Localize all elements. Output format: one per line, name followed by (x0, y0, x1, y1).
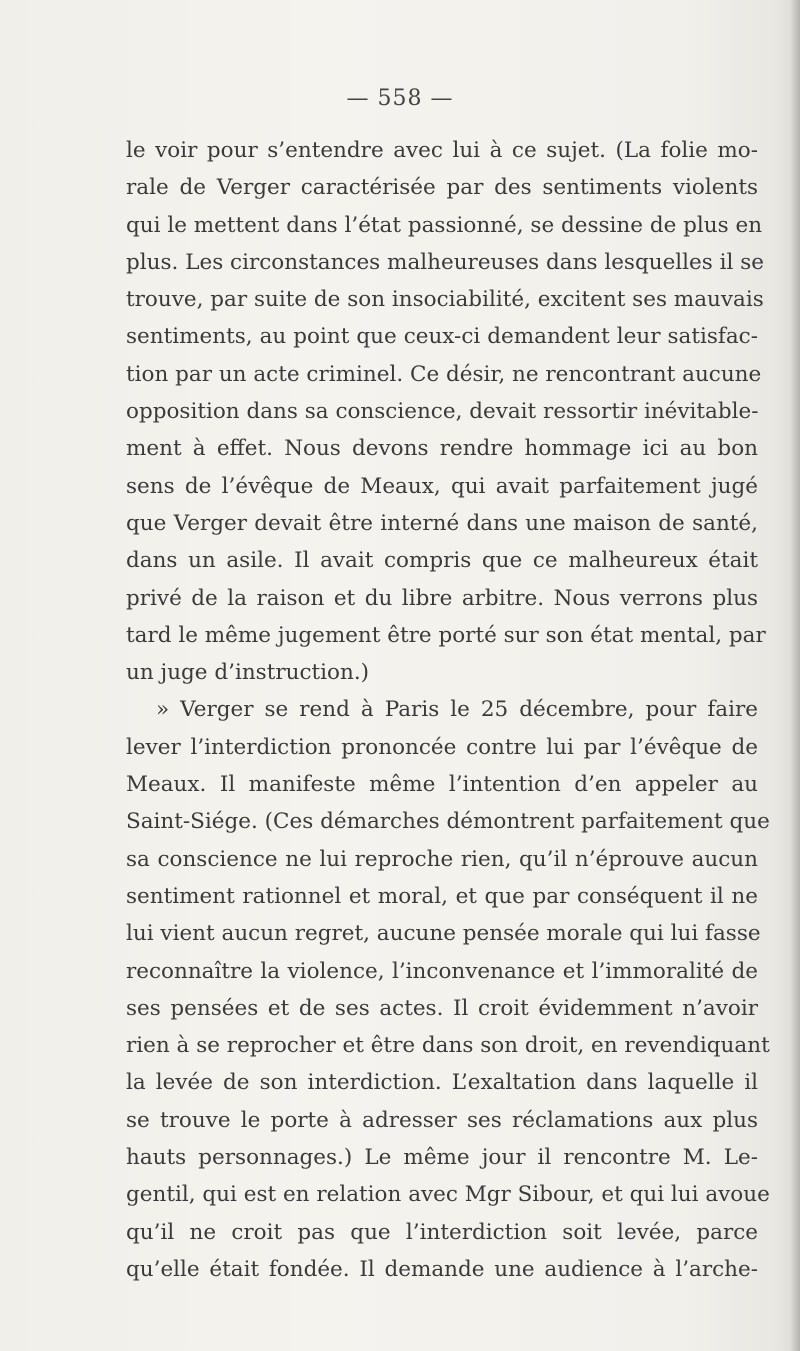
text-line: Saint-Siége. (Ces démarches démontrent parfaitement que (126, 809, 770, 835)
text-line: gentil, qui est en relation avec Mgr Sibour, et qui lui avoue (126, 1182, 770, 1208)
text-line: que Verger devait être interné dans une maison de santé, (126, 510, 758, 536)
text-line: qu’il ne croit pas que l’interdiction soit levée, parce (126, 1219, 758, 1245)
text-line: ment à effet. Nous devons rendre hommage ici au bon (126, 436, 758, 462)
page-edge-shadow (790, 0, 800, 1351)
text-line: sens de l’évêque de Meaux, qui avait parfaitement jugé (126, 473, 758, 499)
text-line: lui vient aucun regret, aucune pensée morale qui lui fasse (126, 921, 761, 947)
body-text (126, 132, 770, 1288)
text-line: rien à se reprocher et être dans son droit, en revendiquant (126, 1033, 770, 1059)
text-line: privé de la raison et du libre arbitre. Nous verrons plus (126, 585, 758, 611)
text-line: lever l’interdiction prononcée contre lui par l’évêque de (126, 734, 758, 760)
text-line: rale de Verger caractérisée par des sentiments violents (126, 175, 758, 201)
text-line: un juge d’instruction.) (126, 660, 370, 686)
text-line: trouve, par suite de son insociabilité, excitent ses mauvais (126, 287, 764, 313)
page-number: — 558 — (346, 86, 454, 111)
text-line: la levée de son interdiction. L’exaltation dans laquelle il (126, 1070, 758, 1096)
text-line: qui le mettent dans l’état passionné, se dessine de plus en (126, 212, 763, 238)
text-line: le voir pour s’entendre avec lui à ce sujet. (La folie mo- (126, 138, 758, 163)
text-line: reconnaître la violence, l’inconvenance et l’immoralité de (126, 958, 758, 984)
text-line: sentiment rationnel et moral, et que par conséquent il ne (126, 883, 758, 909)
text-line: sa conscience ne lui reproche rien, qu’il n’éprouve aucun (126, 846, 758, 872)
text-line: tard le même jugement être porté sur son état mental, par (126, 622, 766, 648)
text-line: » Verger se rend à Paris le 25 décembre, pour faire (156, 697, 758, 723)
text-line: sentiments, au point que ceux-ci demandent leur satisfac- (126, 324, 758, 350)
text-line: se trouve le porte à adresser ses réclamations aux plus (126, 1107, 758, 1133)
text-line: qu’elle était fondée. Il demande une audience à l’arche- (126, 1256, 758, 1282)
text-line: hauts personnages.) Le même jour il rencontre M. Le- (126, 1145, 758, 1171)
text-line: ses pensées et de ses actes. Il croit évidemment n’avoir (126, 995, 758, 1021)
text-line: tion par un acte criminel. Ce désir, ne rencontrant aucune (126, 361, 762, 387)
text-line: dans un asile. Il avait compris que ce malheureux était (126, 548, 758, 574)
text-line: Meaux. Il manifeste même l’intention d’en appeler au (126, 772, 758, 798)
text-line: opposition dans sa conscience, devait ressortir inévitable- (126, 399, 759, 425)
text-line: plus. Les circonstances malheureuses dans lesquelles il se (126, 249, 764, 275)
